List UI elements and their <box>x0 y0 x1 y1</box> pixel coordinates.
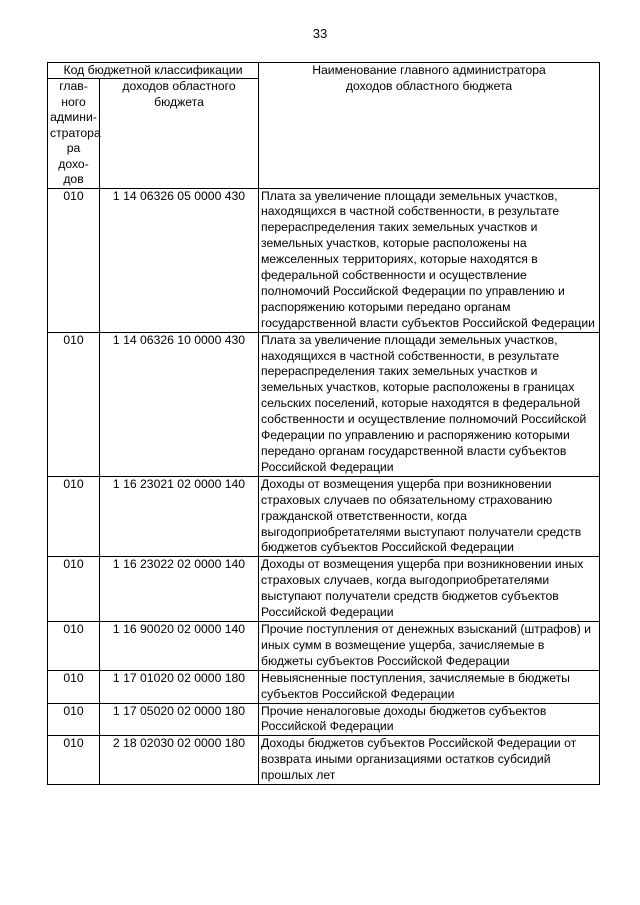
header-administrator-name <box>259 63 600 189</box>
header-name-line-2: доходов областного бюджета <box>345 78 513 93</box>
revenue-name-cell: Доходы бюджетов субъектов Российской Федерации от возврата иными организациями остатков субсидий прошлых лет <box>259 736 600 785</box>
revenue-code-cell: 1 14 06326 05 0000 430 <box>100 188 259 332</box>
revenue-name-cell: Доходы от возмещения ущерба при возникновении иных страховых случаев, когда выгодоприобретателями выступают получатели средств бюджетов субъектов Российской Федерации <box>259 557 600 622</box>
admin-code-cell: 010 <box>48 476 100 557</box>
table-row <box>48 703 600 736</box>
table-row <box>48 332 600 476</box>
revenue-code-cell: 1 16 90020 02 0000 140 <box>100 621 259 670</box>
header-chief-administrator <box>48 79 100 189</box>
admin-code-cell: 010 <box>48 188 100 332</box>
table-row <box>48 476 600 557</box>
header-admin-line: ра дохо- <box>58 141 89 171</box>
admin-code-cell: 010 <box>48 703 100 736</box>
table-header <box>48 63 600 189</box>
revenue-name-cell: Доходы от возмещения ущерба при возникновении страховых случаев по обязательному страхованию гражданской ответственности, когда выгодоприобретателями выступают получатели средств бюджетов субъектов Российской Федерации <box>259 476 600 557</box>
table-row <box>48 557 600 622</box>
admin-code-cell: 010 <box>48 557 100 622</box>
header-admin-line: админи- <box>50 110 97 124</box>
header-code-line-1: доходов областного <box>122 79 236 93</box>
header-revenue-code <box>100 79 259 189</box>
header-name-line-1: Наименование главного администратора <box>312 63 546 77</box>
header-admin-line: стратора <box>50 125 101 140</box>
revenue-code-cell: 1 17 01020 02 0000 180 <box>100 670 259 703</box>
revenue-name-cell: Прочие неналоговые доходы бюджетов субъектов Российской Федерации <box>259 703 600 736</box>
table-body <box>48 188 600 785</box>
page-number: 33 <box>312 26 328 41</box>
admin-code-cell: 010 <box>48 332 100 476</box>
header-admin-line: ного <box>61 94 86 109</box>
revenue-code-cell: 1 16 23022 02 0000 140 <box>100 557 259 622</box>
revenue-name-cell: Плата за увеличение площади земельных участков, находящихся в частной собственности, в результате перераспределения таких земельных участков и земельных участков, которые расположены на межселенных территориях, которые находятся в федеральной собственности и осуществление полномочий Российской Федерации по управлению и распоряжению которыми передано органам государственной власти субъектов Российской Федерации <box>259 188 600 332</box>
revenue-code-cell: 1 17 05020 02 0000 180 <box>100 703 259 736</box>
header-budget-classification-code: Код бюджетной классификации <box>48 63 259 79</box>
revenue-name-cell: Прочие поступления от денежных взысканий (штрафов) и иных сумм в возмещение ущерба, зачисляемые в бюджеты субъектов Российской Федерации <box>259 621 600 670</box>
revenue-name-cell: Плата за увеличение площади земельных участков, находящихся в частной собственности, в результате перераспределения таких земельных участков и земельных участков, которые расположены в границах сельских поселений, которые находятся в федеральной собственности и осуществление полномочий Российской Федерации по управлению и распоряжению которыми передано органам государственной власти субъектов Российской Федерации <box>259 332 600 476</box>
admin-code-cell: 010 <box>48 670 100 703</box>
table-row <box>48 188 600 332</box>
admin-code-cell: 010 <box>48 736 100 785</box>
table-row <box>48 621 600 670</box>
revenue-code-cell: 1 16 23021 02 0000 140 <box>100 476 259 557</box>
budget-classification-table <box>47 62 600 785</box>
header-admin-line: дов <box>63 172 84 186</box>
table-row <box>48 670 600 703</box>
revenue-code-cell: 1 14 06326 10 0000 430 <box>100 332 259 476</box>
header-admin-line: глав- <box>59 79 88 93</box>
revenue-code-cell: 2 18 02030 02 0000 180 <box>100 736 259 785</box>
table-row <box>48 736 600 785</box>
header-code-line-2: бюджета <box>154 94 204 109</box>
admin-code-cell: 010 <box>48 621 100 670</box>
revenue-name-cell: Невыясненные поступления, зачисляемые в бюджеты субъектов Российской Федерации <box>259 670 600 703</box>
